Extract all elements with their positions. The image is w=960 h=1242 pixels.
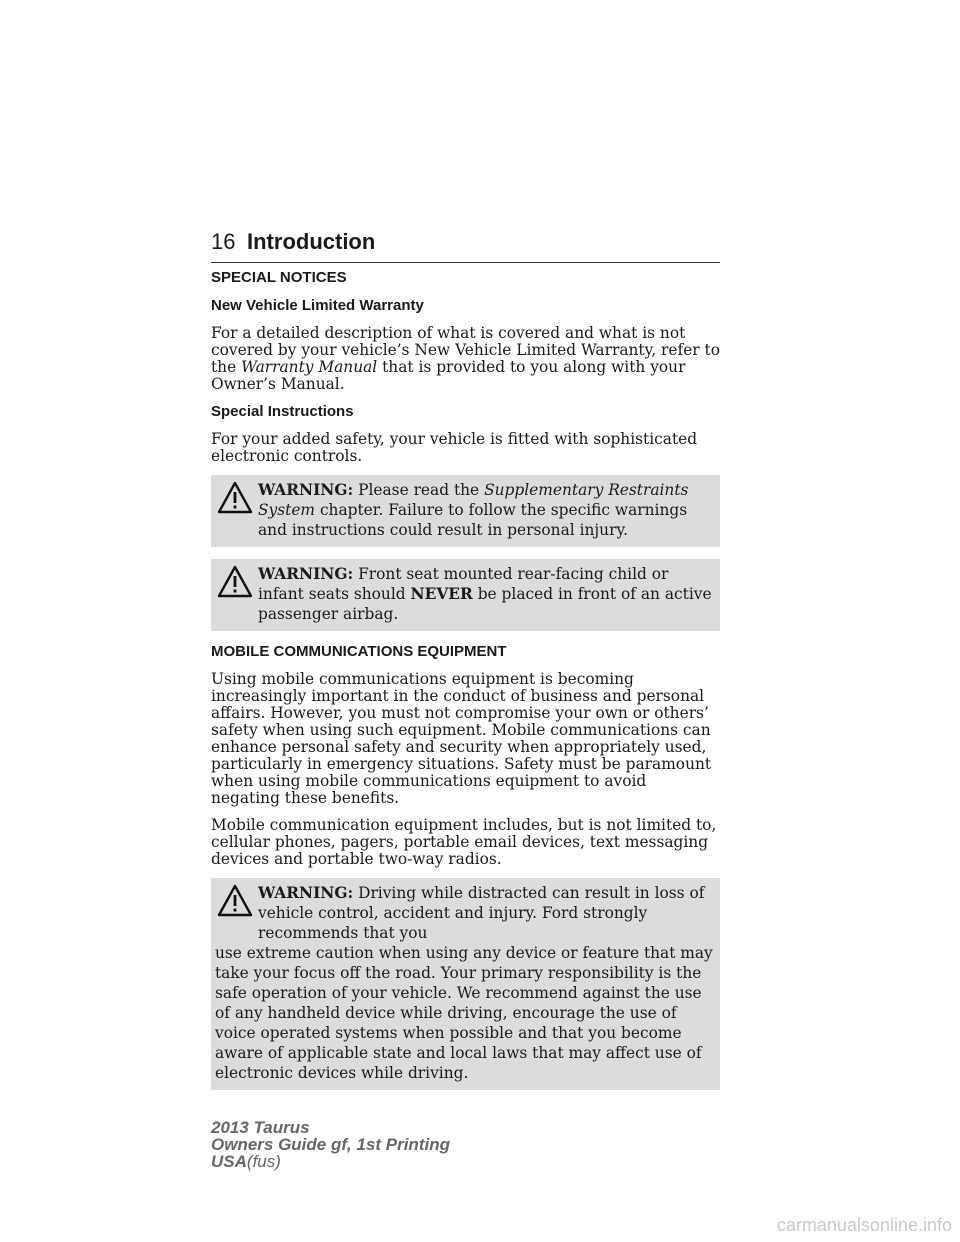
page-body <box>211 269 720 1102</box>
warning-triangle-icon <box>217 565 253 599</box>
warranty-paragraph: For a detailed description of what is covered and what is not covered by your vehicle’s New Vehicle Limited Warranty, refer to the Warranty Manual that is provided to you along with your Owner’s Manual. <box>211 324 721 393</box>
warranty-heading: New Vehicle Limited Warranty <box>211 297 424 314</box>
warning-triangle-icon <box>217 884 253 918</box>
mobile-paragraph-1: Using mobile communications equipment is becoming increasingly important in the conduct of business and personal affairs. However, you must not compromise your own or others’ safety when using such equipment. Mobile communications can enhance personal safety and security when appropriately used, particularly in emergency situations. Safety must be paramount when using mobile communications equipment to avoid negating these benefits. <box>211 670 712 807</box>
page-number: 16 <box>211 229 236 254</box>
warning-box-restraints: WARNING: Please read the Supplementary Restraints System chapter. Failure to follow the specific warnings and instructions could result in personal injury. <box>211 475 720 547</box>
warning-text-continued: use extreme caution when using any device or feature that may take your focus off the road. Your primary responsibility is the safe operation of your vehicle. We recommend against the use of any handheld device while driving, encourage the use of voice operated systems when possible and that you become aware of applicable state and local laws that may affect use of electronic devices while driving. <box>215 944 713 1082</box>
warranty-manual-ref: Warranty Manual <box>241 358 378 376</box>
warning-label: WARNING: <box>258 565 354 583</box>
warning-label: WARNING: <box>258 884 354 902</box>
section-title: Introduction <box>247 229 376 254</box>
warning-triangle-icon <box>217 481 253 515</box>
special-notices-heading: SPECIAL NOTICES <box>211 269 347 286</box>
warning-box-distraction: WARNING: Driving while distracted can result in loss of vehicle control, accident and injury. Ford strongly recommends that you use extreme caution when using any device or feature that may take your focus off the road. Your primary responsibility is the safe operation of your vehicle. We recommend against the use of any handheld device while driving, encourage the use of voice operated systems when possible and that you become aware of applicable state and local laws that may affect use of electronic devices while driving. <box>211 878 720 1090</box>
footer-model: 2013 Taurus <box>211 1118 310 1137</box>
watermark: carmanualsonline.info <box>776 1215 952 1235</box>
warning-box-child-seat: WARNING: Front seat mounted rear-facing child or infant seats should NEVER be placed in front of an active passenger airbag. <box>211 559 720 631</box>
instructions-paragraph: For your added safety, your vehicle is fitted with sophisticated electronic controls. <box>211 430 698 465</box>
footer-market: USA(fus) <box>211 1152 281 1171</box>
mobile-heading: MOBILE COMMUNICATIONS EQUIPMENT <box>211 643 507 660</box>
page-header <box>211 229 720 263</box>
mobile-paragraph-2: Mobile communication equipment includes, but is not limited to, cellular phones, pagers, portable email devices, text messaging devices and portable two-way radios. <box>211 816 717 868</box>
footer-guide: Owners Guide gf, 1st Printing <box>211 1135 450 1154</box>
warning-label: WARNING: <box>258 481 354 499</box>
page-footer <box>211 1119 450 1170</box>
instructions-heading: Special Instructions <box>211 403 354 420</box>
